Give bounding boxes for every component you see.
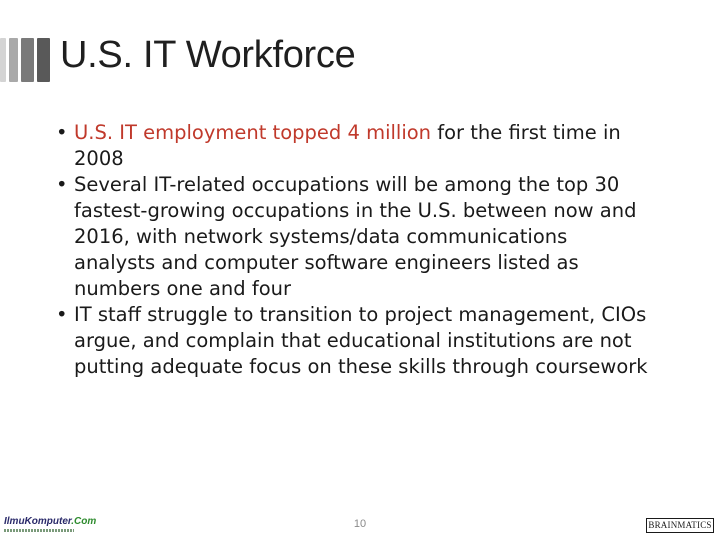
page-number: 10: [353, 518, 367, 530]
bullet-item: [52, 120, 652, 172]
bullet-text: IT staff struggle to transition to project management, CIOs argue, and complain that educational institutions are not putting adequate focus on these skills through coursework: [74, 303, 648, 378]
bullet-item: [52, 172, 652, 302]
ilmukomputer-logo: [4, 516, 97, 536]
brainmatics-logo: BRAINMATICS: [646, 518, 714, 533]
accent-bar: [0, 38, 6, 82]
bullet-highlight: U.S. IT employment topped 4 million: [74, 121, 432, 144]
bullet-item: [52, 302, 652, 380]
logo-main: IlmuKomputer: [4, 516, 72, 527]
bullet-text: for the first time in 2008: [74, 121, 621, 170]
accent-bar: [21, 38, 34, 82]
accent-bar: [9, 38, 18, 82]
accent-bar: [37, 38, 50, 82]
logo-tagline: [4, 529, 74, 532]
bullet-text: Several IT-related occupations will be among the top 30 fastest-growing occupations in the U.S. between now and 2016, with network systems/data communications analysts and computer software engineers listed as numbers one and four: [74, 173, 637, 300]
logo-text: [4, 516, 97, 527]
logo-suffix: .Com: [71, 516, 97, 527]
title-accent-bars: [0, 38, 52, 82]
bullet-list: [52, 120, 652, 380]
slide-title: U.S. IT Workforce: [60, 34, 356, 76]
